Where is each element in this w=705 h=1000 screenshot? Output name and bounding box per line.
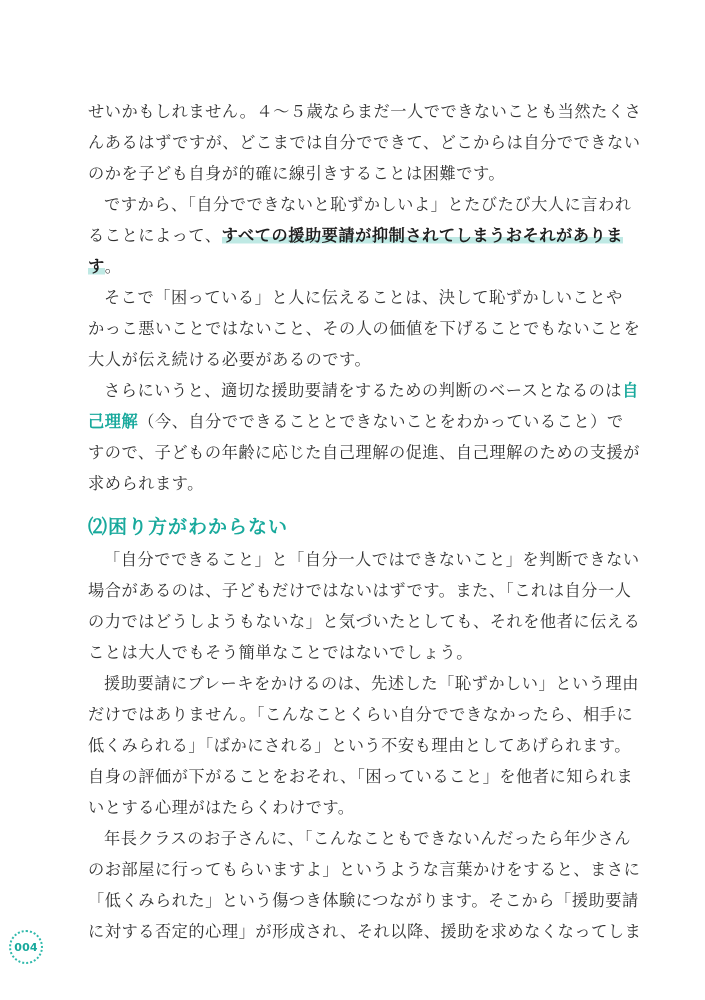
text-line: 年長クラスのお子さんに、「こんなこともできないんだったら年少さん bbox=[104, 829, 632, 848]
section-heading: ⑵困り方がわからない bbox=[88, 516, 289, 538]
text-line bbox=[88, 375, 639, 406]
text-line: 援助要請にブレーキをかけるのは、先述した「恥ずかしい」という理由 bbox=[104, 674, 639, 693]
text-line: のかを子ども自身が的確に線引きすることは困難です。 bbox=[88, 164, 506, 183]
text-fragment: 。 bbox=[104, 257, 122, 276]
text-line: だけではありません。「こんなことくらい自分でできなかったら、相手に bbox=[88, 705, 634, 724]
text-fragment: （今、自分でできることとできないことをわかっていること）で bbox=[138, 412, 624, 431]
page-number: 004 bbox=[14, 940, 38, 954]
key-term-end: 己理解 bbox=[88, 412, 139, 431]
text-line bbox=[88, 251, 618, 282]
text-line: 「自分でできること」と「自分一人ではできないこと」を判断できない bbox=[104, 550, 640, 569]
text-line bbox=[88, 406, 624, 437]
text-fragment: ることによって、 bbox=[88, 226, 222, 245]
highlighted-key-sentence: すべての援助要請が抑制されてしまうおそれがありま bbox=[221, 226, 623, 245]
text-line: 求められます。 bbox=[88, 474, 204, 493]
text-line: 大人が伝え続ける必要があるのです。 bbox=[88, 350, 372, 369]
text-line: 自身の評価が下がることをおそれ、「困っていること」を他者に知られま bbox=[88, 767, 634, 786]
body-text-section-1 bbox=[88, 96, 642, 499]
text-line: 低くみられる」「ばかにされる」という不安も理由としてあげられます。 bbox=[88, 736, 631, 755]
text-line bbox=[88, 220, 623, 251]
text-line: んあるはずですが、どこまでは自分でできて、どこからは自分でできない bbox=[88, 133, 641, 152]
text-line: の力ではどうしようもないな」と気づいたとしても、それを他者に伝える bbox=[88, 612, 641, 631]
highlighted-key-sentence-end: す bbox=[88, 257, 105, 276]
text-line: いとする心理がはたらくわけです。 bbox=[88, 798, 355, 817]
text-line: のお部屋に行ってもらいますよ」というような言葉かけをすると、まさに bbox=[88, 860, 641, 879]
page-number-badge bbox=[9, 930, 43, 964]
text-line: ですから、「自分でできないと恥ずかしいよ」とたびたび大人に言われ bbox=[104, 195, 632, 214]
text-line: ことは大人でもそう簡単なことではないでしょう。 bbox=[88, 643, 473, 662]
text-line: すので、子どもの年齢に応じた自己理解の促進、自己理解のための支援が bbox=[88, 443, 641, 462]
text-line: に対する否定的心理」が形成され、それ以降、援助を求めなくなってしま bbox=[88, 922, 642, 941]
text-line: せいかもしれません。４～５歳ならまだ一人でできないことも当然たくさ bbox=[88, 102, 642, 121]
text-fragment: さらにいうと、適切な援助要請をするための判断のベースとなるのは bbox=[104, 381, 623, 400]
key-term: 自 bbox=[622, 381, 639, 400]
text-line: 場合があるのは、子どもだけではないはずです。また、「これは自分一人 bbox=[88, 581, 632, 600]
text-line: そこで「困っている」と人に伝えることは、決して恥ずかしいことや bbox=[104, 288, 623, 307]
text-line: かっこ悪いことではないこと、その人の価値を下げることでもないことを bbox=[88, 319, 641, 338]
body-text-section-2 bbox=[88, 544, 642, 947]
text-line: 「低くみられた」という傷つき体験につながります。そこから「援助要請 bbox=[88, 891, 639, 910]
